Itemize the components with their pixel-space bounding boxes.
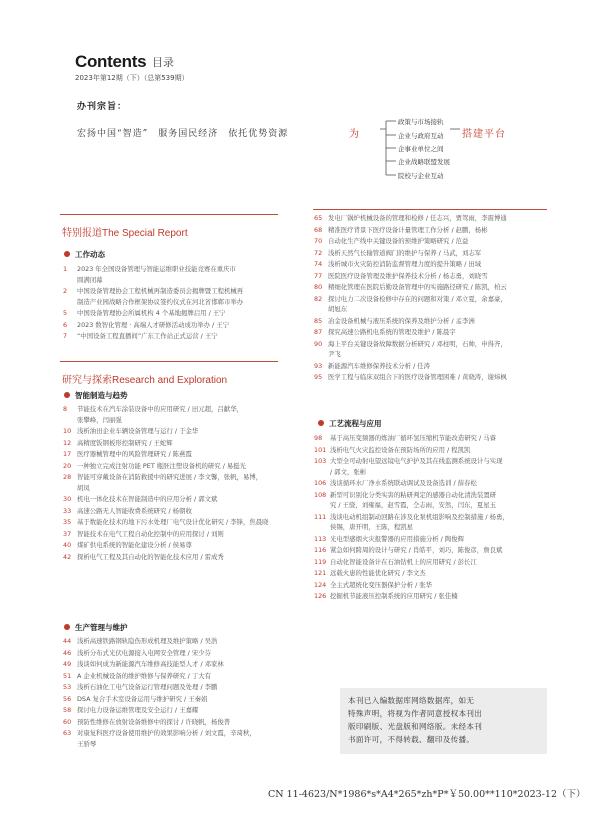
toc-title-line: 全主式超统化变压器保护分析 / 张华 bbox=[330, 580, 433, 589]
brace-item: 企事业单位之间 bbox=[398, 145, 444, 153]
toc-title-line: 尹飞 bbox=[328, 350, 341, 358]
toc-entry[interactable] bbox=[314, 282, 554, 293]
toc-page-number: 49 bbox=[63, 660, 72, 668]
subsection-heading: 生产管理与维护 bbox=[64, 622, 128, 633]
brace-graphic bbox=[380, 117, 400, 179]
toc-entry[interactable] bbox=[314, 557, 554, 568]
subsection-heading: 智能制造与趋势 bbox=[64, 390, 128, 401]
toc-title-line: 中国设备管理协会工程机械再制造委员会揭牌暨工程机械再 bbox=[77, 287, 244, 295]
toc-title-line: 自动化智能设备计在石油钻机上的应用研究 / 彭长江 bbox=[330, 557, 477, 566]
toc-title-line: 精准医疗背景下医疗设备计量管理工作分析 / 赵鹏，杨彬 bbox=[328, 225, 488, 234]
toc-entry[interactable] bbox=[314, 534, 554, 545]
toc-page-number: 40 bbox=[63, 541, 72, 549]
section-title-en: Research and Exploration bbox=[112, 375, 228, 386]
toc-page-number: 7 bbox=[63, 332, 68, 340]
toc-page-number: 116 bbox=[314, 546, 327, 554]
toc-page-number: 101 bbox=[314, 445, 327, 454]
toc-title-line: 探析电气工程及其自动化的智能化技术应用 / 雷成秀 bbox=[77, 552, 224, 561]
toc-entry[interactable] bbox=[63, 682, 303, 693]
toc-page-number: 63 bbox=[63, 729, 72, 737]
toc-title-line: 海上平台关键设备故障数据分析研究 / 邓柱明，石帅，申得齐， bbox=[328, 339, 507, 348]
toc-entry[interactable] bbox=[314, 568, 554, 579]
toc-entry[interactable] bbox=[63, 552, 303, 563]
toc-page-number: 42 bbox=[63, 552, 72, 561]
toc-title-line: 2023 数智化管理 · 高端人才研修活动成功举办 / 王宁 bbox=[77, 320, 230, 329]
toc-page-number: 17 bbox=[63, 450, 72, 458]
toc-entry[interactable] bbox=[314, 545, 554, 556]
toc-page-number: 8 bbox=[63, 405, 68, 413]
toc-page-number: 80 bbox=[314, 283, 323, 291]
copyright-notice bbox=[340, 688, 547, 754]
toc-page-number: 82 bbox=[314, 294, 323, 303]
subsection-heading: 工作动态 bbox=[64, 249, 105, 260]
notice-line: 书面许可，不得转载、翻印及传播。 bbox=[348, 735, 475, 744]
toc-page-number: 111 bbox=[314, 512, 327, 521]
toc-page-number: 56 bbox=[63, 694, 72, 703]
section-title-special bbox=[62, 224, 188, 239]
toc-page-number: 72 bbox=[314, 248, 323, 257]
toc-entry[interactable] bbox=[314, 512, 554, 533]
toc-title-line: 浅析石油化工电气设备运行管理问题及处理 / 李鹏 bbox=[77, 683, 218, 691]
toc-title-line: 圆满闭幕 bbox=[77, 275, 103, 284]
toc-page-number: 126 bbox=[314, 592, 327, 600]
toc-page-number: 106 bbox=[314, 479, 327, 487]
toc-page-number: 51 bbox=[63, 671, 72, 680]
toc-title-line: “中国设备工程直播间”广东工作站正式运营 / 王宁 bbox=[77, 332, 218, 340]
toc-entry[interactable] bbox=[63, 438, 303, 449]
toc-title-line: 光电型感烟火灾报警器的应用措施分析 / 陶俊辉 bbox=[330, 534, 465, 543]
toc-page-number: 70 bbox=[314, 237, 323, 245]
toc-title-line: 浅谈电动机组制动回路在涉及化泵机组影响及控制措施 / 杨勇， bbox=[330, 512, 509, 521]
toc-title-line: 医疗器械管理中的风险管理研究 / 陈燕霞 bbox=[77, 450, 192, 458]
section-title-cn: 特别报道 bbox=[62, 228, 102, 239]
toc-page-number: 44 bbox=[63, 637, 72, 645]
toc-entry[interactable] bbox=[63, 529, 303, 540]
toc-entry[interactable] bbox=[314, 225, 554, 236]
toc-entry[interactable] bbox=[314, 445, 554, 456]
toc-title-line: 精细化管理在医院后勤设备管理中的实施路径研究 / 陈凯，柏云 bbox=[328, 283, 507, 291]
toc-title-line: 高速公路无人智能收费系统研究 / 杨朝收 bbox=[77, 506, 192, 515]
toc-page-number: 124 bbox=[314, 580, 327, 589]
toc-title-line: 机电一体化技术在智能制造中的应用分析 / 郭文斌 bbox=[77, 495, 218, 503]
toc-title-line: 中国设备管理协会所属机构 4 个基地揭牌启用 / 王宁 bbox=[77, 309, 226, 317]
slogan-tail: 搭建平台 bbox=[462, 129, 506, 140]
toc-title-line: 智能技术在电气工程自动化控制中的应用探讨 / 刘则 bbox=[77, 529, 224, 538]
publication-code: CN 11-4623/N*1986*s*A4*265*zh*P*￥50.00**110*2023-12（下） bbox=[268, 789, 586, 800]
toc-page-number: 1 bbox=[63, 265, 68, 273]
bullet-dot-icon bbox=[318, 420, 324, 426]
toc-title-line: 一种独立完成注射功能 PET 瓶胚注塑设备机的研究 / 易挺光 bbox=[77, 461, 247, 470]
section-title-en: The Special Report bbox=[102, 228, 188, 239]
toc-entry[interactable] bbox=[63, 728, 303, 749]
toc-page-number: 58 bbox=[63, 706, 72, 714]
notice-line: 本刊已入编数据库网络数据库，如无 bbox=[348, 696, 475, 705]
toc-entry[interactable] bbox=[314, 580, 554, 591]
toc-entry[interactable] bbox=[63, 717, 303, 728]
toc-page-number: 90 bbox=[314, 339, 323, 348]
toc-entry[interactable] bbox=[63, 286, 303, 307]
notice-line: 版印刷版、光盘版和网络版。未经本刊 bbox=[348, 722, 483, 731]
toc-entry[interactable] bbox=[63, 308, 303, 319]
toc-page-number: 98 bbox=[314, 434, 323, 442]
toc-page-number: 108 bbox=[314, 490, 327, 499]
toc-page-number: 121 bbox=[314, 569, 327, 577]
brace-item: 院校与企业互动 bbox=[398, 172, 444, 180]
toc-entry[interactable] bbox=[63, 636, 303, 647]
toc-page-number: 10 bbox=[63, 427, 72, 435]
toc-title-line: 冶金设备机械与液压系统的保养及维护分析 / 孟李洲 bbox=[328, 316, 475, 325]
section-divider bbox=[60, 214, 278, 215]
toc-title-line: 2023 年全国设备管理与智能运维职业技能竞赛在重庆市 bbox=[77, 265, 236, 273]
toc-entry[interactable] bbox=[63, 694, 303, 705]
toc-title-line: 探讨电力设备运维管理及安全运行 / 王嘉耀 bbox=[77, 706, 199, 714]
toc-entry[interactable] bbox=[63, 404, 303, 425]
toc-entry[interactable] bbox=[63, 472, 303, 493]
toc-entry[interactable] bbox=[63, 506, 303, 517]
toc-page-number: 65 bbox=[314, 214, 323, 222]
toc-title-line: 浅析分布式光伏电源接入电网安全管理 / 宋少芬 bbox=[77, 648, 212, 657]
toc-page-number: 6 bbox=[63, 320, 68, 329]
toc-title-line: 浅谈循环水厂净水系统联动调试及设备选训 / 薛春松 bbox=[330, 479, 477, 487]
toc-entry[interactable] bbox=[63, 320, 303, 331]
toc-entry[interactable] bbox=[314, 271, 554, 282]
toc-title-line: 智能可穿戴设备在消防救援中的研究进展 / 李文馨，张帆，易博， bbox=[77, 473, 263, 481]
toc-page-number: 2 bbox=[63, 287, 68, 295]
toc-entry[interactable] bbox=[63, 331, 303, 342]
brace-item: 企业战略联盟发展 bbox=[398, 158, 450, 166]
toc-entry[interactable] bbox=[314, 259, 554, 270]
slogan-part-3: 依托优势资源 bbox=[228, 129, 289, 139]
toc-page-number: 28 bbox=[63, 473, 72, 481]
contents-title-cn: 目录 bbox=[152, 56, 174, 69]
brace-item: 企业与政府互动 bbox=[398, 132, 444, 140]
toc-entry[interactable] bbox=[314, 327, 554, 338]
toc-entry[interactable] bbox=[63, 426, 303, 437]
toc-page-number: 68 bbox=[314, 225, 323, 234]
toc-title-line: 浅析城市火灾防控消防监督管理力度的提升策略 / 田域 bbox=[328, 260, 482, 268]
toc-title-line: 自动化生产线中关键设备的预维护策略研究 / 范益 bbox=[328, 237, 469, 245]
toc-title-line: 医院医疗设备管理及维护保养技术分析 / 杨志勇，刘晓雪 bbox=[328, 271, 488, 280]
toc-entry[interactable] bbox=[63, 461, 303, 472]
toc-entry[interactable] bbox=[314, 372, 554, 383]
subsection-heading: 工艺流程与应用 bbox=[318, 418, 382, 429]
toc-page-number: 60 bbox=[63, 717, 72, 726]
section-divider bbox=[313, 209, 547, 210]
toc-entry[interactable] bbox=[314, 213, 554, 224]
toc-title-line: 高精度钣钢板形控制研究 / 王蛇辉 bbox=[77, 438, 173, 447]
toc-page-number: 93 bbox=[314, 361, 323, 370]
toc-title-line: 王骄琴 bbox=[77, 739, 97, 748]
toc-entry[interactable] bbox=[63, 449, 303, 460]
toc-page-number: 20 bbox=[63, 461, 72, 470]
toc-entry[interactable] bbox=[63, 540, 303, 551]
mission-label: 办刊宗旨： bbox=[77, 102, 128, 112]
toc-title-line: A 企业机械设备的维护维修与保养研究 / 丁大有 bbox=[77, 671, 212, 680]
toc-title-line: 浅谈如何成为新能源汽车维修高技能型人才 / 邓家林 bbox=[77, 660, 224, 668]
toc-entry[interactable] bbox=[314, 248, 554, 259]
toc-title-line: 胡旭东 bbox=[328, 305, 348, 313]
toc-title-line: 浅析天然气长输管道阀门的维护与保养 / 马武，刘志军 bbox=[328, 248, 482, 257]
toc-page-number: 46 bbox=[63, 648, 72, 657]
toc-page-number: 74 bbox=[314, 260, 323, 268]
toc-page-number: 37 bbox=[63, 529, 72, 538]
toc-entry[interactable] bbox=[314, 316, 554, 327]
toc-page-number: 113 bbox=[314, 534, 327, 543]
toc-title-line: / 郭文，张彬 bbox=[330, 467, 367, 476]
slogan-wei: 为 bbox=[349, 129, 359, 140]
toc-title-line: 大型全可动射电望远镜电气护护及其在线监测系统设计与实现 bbox=[330, 457, 503, 465]
toc-title-line: 探究高速公路机电系统的管理及维护 / 陈晨宇 bbox=[328, 328, 456, 336]
toc-title-line: 新能源汽车维修保养技术分析 / 任涛 bbox=[328, 361, 431, 370]
toc-title-line: DSA 复合手术室设备运用与维护研究 / 王秦娟 bbox=[77, 694, 208, 703]
toc-title-line: 张攀峰，闫丽强 bbox=[77, 415, 122, 424]
toc-title-line: 挖掘机节能液压控制系统的应用研究 / 张佳楠 bbox=[330, 592, 458, 600]
toc-title-line: 探讨电力二次设备检修中存在的问题和对策 / 邓立夏，余嘉豪， bbox=[328, 294, 507, 303]
toc-title-line: 基于高压变频器的炼油厂循环氢压缩机节能改造研究 / 马睿 bbox=[330, 434, 496, 442]
toc-title-line: 对康复科医疗设备使用维护的效果影响分析 / 刘文霞，辛琦秋， bbox=[77, 729, 256, 737]
section-title-research bbox=[62, 371, 227, 386]
toc-entry[interactable] bbox=[63, 659, 303, 670]
toc-entry[interactable] bbox=[63, 517, 303, 528]
toc-title-line: 侯锡，唐开明，王陈，程凯星 bbox=[330, 523, 414, 531]
bullet-dot-icon bbox=[64, 624, 70, 630]
toc-title-line: 究 / 王骁，刘雍福，赵雪霞，仝志雨，安然，闫东，夏星玉 bbox=[330, 501, 496, 509]
section-divider bbox=[60, 361, 278, 362]
toc-title-line: 预防性维修在放射设备维修中的探讨 / 许晓帆，杨俊普 bbox=[77, 717, 231, 726]
toc-title-line: 紧急如何跨周的设计与研究 / 肖皓平，刘巧，陈俊彦，詹良斌 bbox=[330, 546, 503, 554]
toc-title-line: 煤矿供电系统的智能化建设分析 / 侯易尊 bbox=[77, 541, 192, 549]
toc-entry[interactable] bbox=[63, 264, 303, 285]
toc-page-number: 5 bbox=[63, 309, 68, 317]
slogan-part-1: 宏扬中国“智造” bbox=[77, 129, 149, 139]
toc-entry[interactable] bbox=[314, 294, 554, 315]
contents-title: Contents bbox=[75, 52, 147, 71]
toc-page-number: 85 bbox=[314, 316, 323, 325]
toc-title-line: 浅析高速铁路钢轨隐伤形成机理及维护策略 / 吴浩 bbox=[77, 637, 218, 645]
toc-entry[interactable] bbox=[314, 236, 554, 247]
toc-page-number: 119 bbox=[314, 557, 327, 566]
toc-page-number: 95 bbox=[314, 373, 323, 381]
notice-line: 特殊声明，将视为作者同意授权本刊出 bbox=[348, 709, 483, 718]
section-title-cn: 研究与探索 bbox=[62, 375, 112, 386]
toc-page-number: 33 bbox=[63, 506, 72, 515]
mission-slogan bbox=[77, 126, 288, 139]
toc-entry[interactable] bbox=[314, 478, 554, 489]
toc-entry[interactable] bbox=[314, 490, 554, 511]
brace-item: 政策与市场接轨 bbox=[398, 118, 444, 126]
toc-entry[interactable] bbox=[63, 648, 303, 659]
toc-entry[interactable] bbox=[63, 671, 303, 682]
slogan-part-2: 服务国民经济 bbox=[158, 129, 219, 139]
toc-title-line: 发电厂锅炉机械设备的管理和检修 / 任志兴，贾驾雨，李震博通 bbox=[328, 214, 507, 222]
toc-page-number: 77 bbox=[314, 271, 323, 280]
toc-title-line: 浅析电气火灾监控设备在预防场所的应用 / 程凯凯 bbox=[330, 445, 471, 454]
toc-title-line: 新型可识别化分类实害的粘研判定的感器自动化清洗装置研 bbox=[330, 490, 497, 499]
toc-title-line: 胡凤 bbox=[77, 483, 90, 492]
toc-title-line: 节能技术在汽车涂装设备中的应用研究 / 田元超，吕献华， bbox=[77, 405, 243, 413]
toc-entry[interactable] bbox=[314, 591, 554, 602]
toc-page-number: 53 bbox=[63, 683, 72, 691]
toc-entry[interactable] bbox=[314, 433, 554, 444]
toc-title-line: 远载火患的性能优化研究 / 李文杰 bbox=[330, 569, 426, 577]
toc-entry[interactable] bbox=[63, 494, 303, 505]
toc-entry[interactable] bbox=[63, 705, 303, 716]
toc-page-number: 12 bbox=[63, 438, 72, 447]
toc-title-line: 医学工程与临床双组合下的医疗设备管理困难 / 黄晓涛，谢炜枫 bbox=[328, 373, 507, 381]
issue-info: 2023年第12期（下）（总第539期） bbox=[75, 74, 189, 82]
toc-title-line: 制造产业园战略合作框架协议签约仪式在河北省邯郸市举办 bbox=[77, 297, 244, 306]
bullet-dot-icon bbox=[64, 251, 70, 257]
toc-entry[interactable] bbox=[314, 361, 554, 372]
toc-page-number: 30 bbox=[63, 495, 72, 503]
toc-entry[interactable] bbox=[314, 456, 554, 477]
toc-title-line: 基于数能化技术的地下污水处理厂电气设计优化研究 / 李锋，焦晨晓 bbox=[77, 518, 269, 526]
toc-page-number: 103 bbox=[314, 457, 327, 465]
toc-entry[interactable] bbox=[314, 339, 554, 360]
toc-title-line: 浅析油田企业车辆设备管理与运行 / 于金华 bbox=[77, 427, 199, 435]
toc-page-number: 35 bbox=[63, 518, 72, 526]
bullet-dot-icon bbox=[64, 392, 70, 398]
toc-page-number: 87 bbox=[314, 328, 323, 336]
